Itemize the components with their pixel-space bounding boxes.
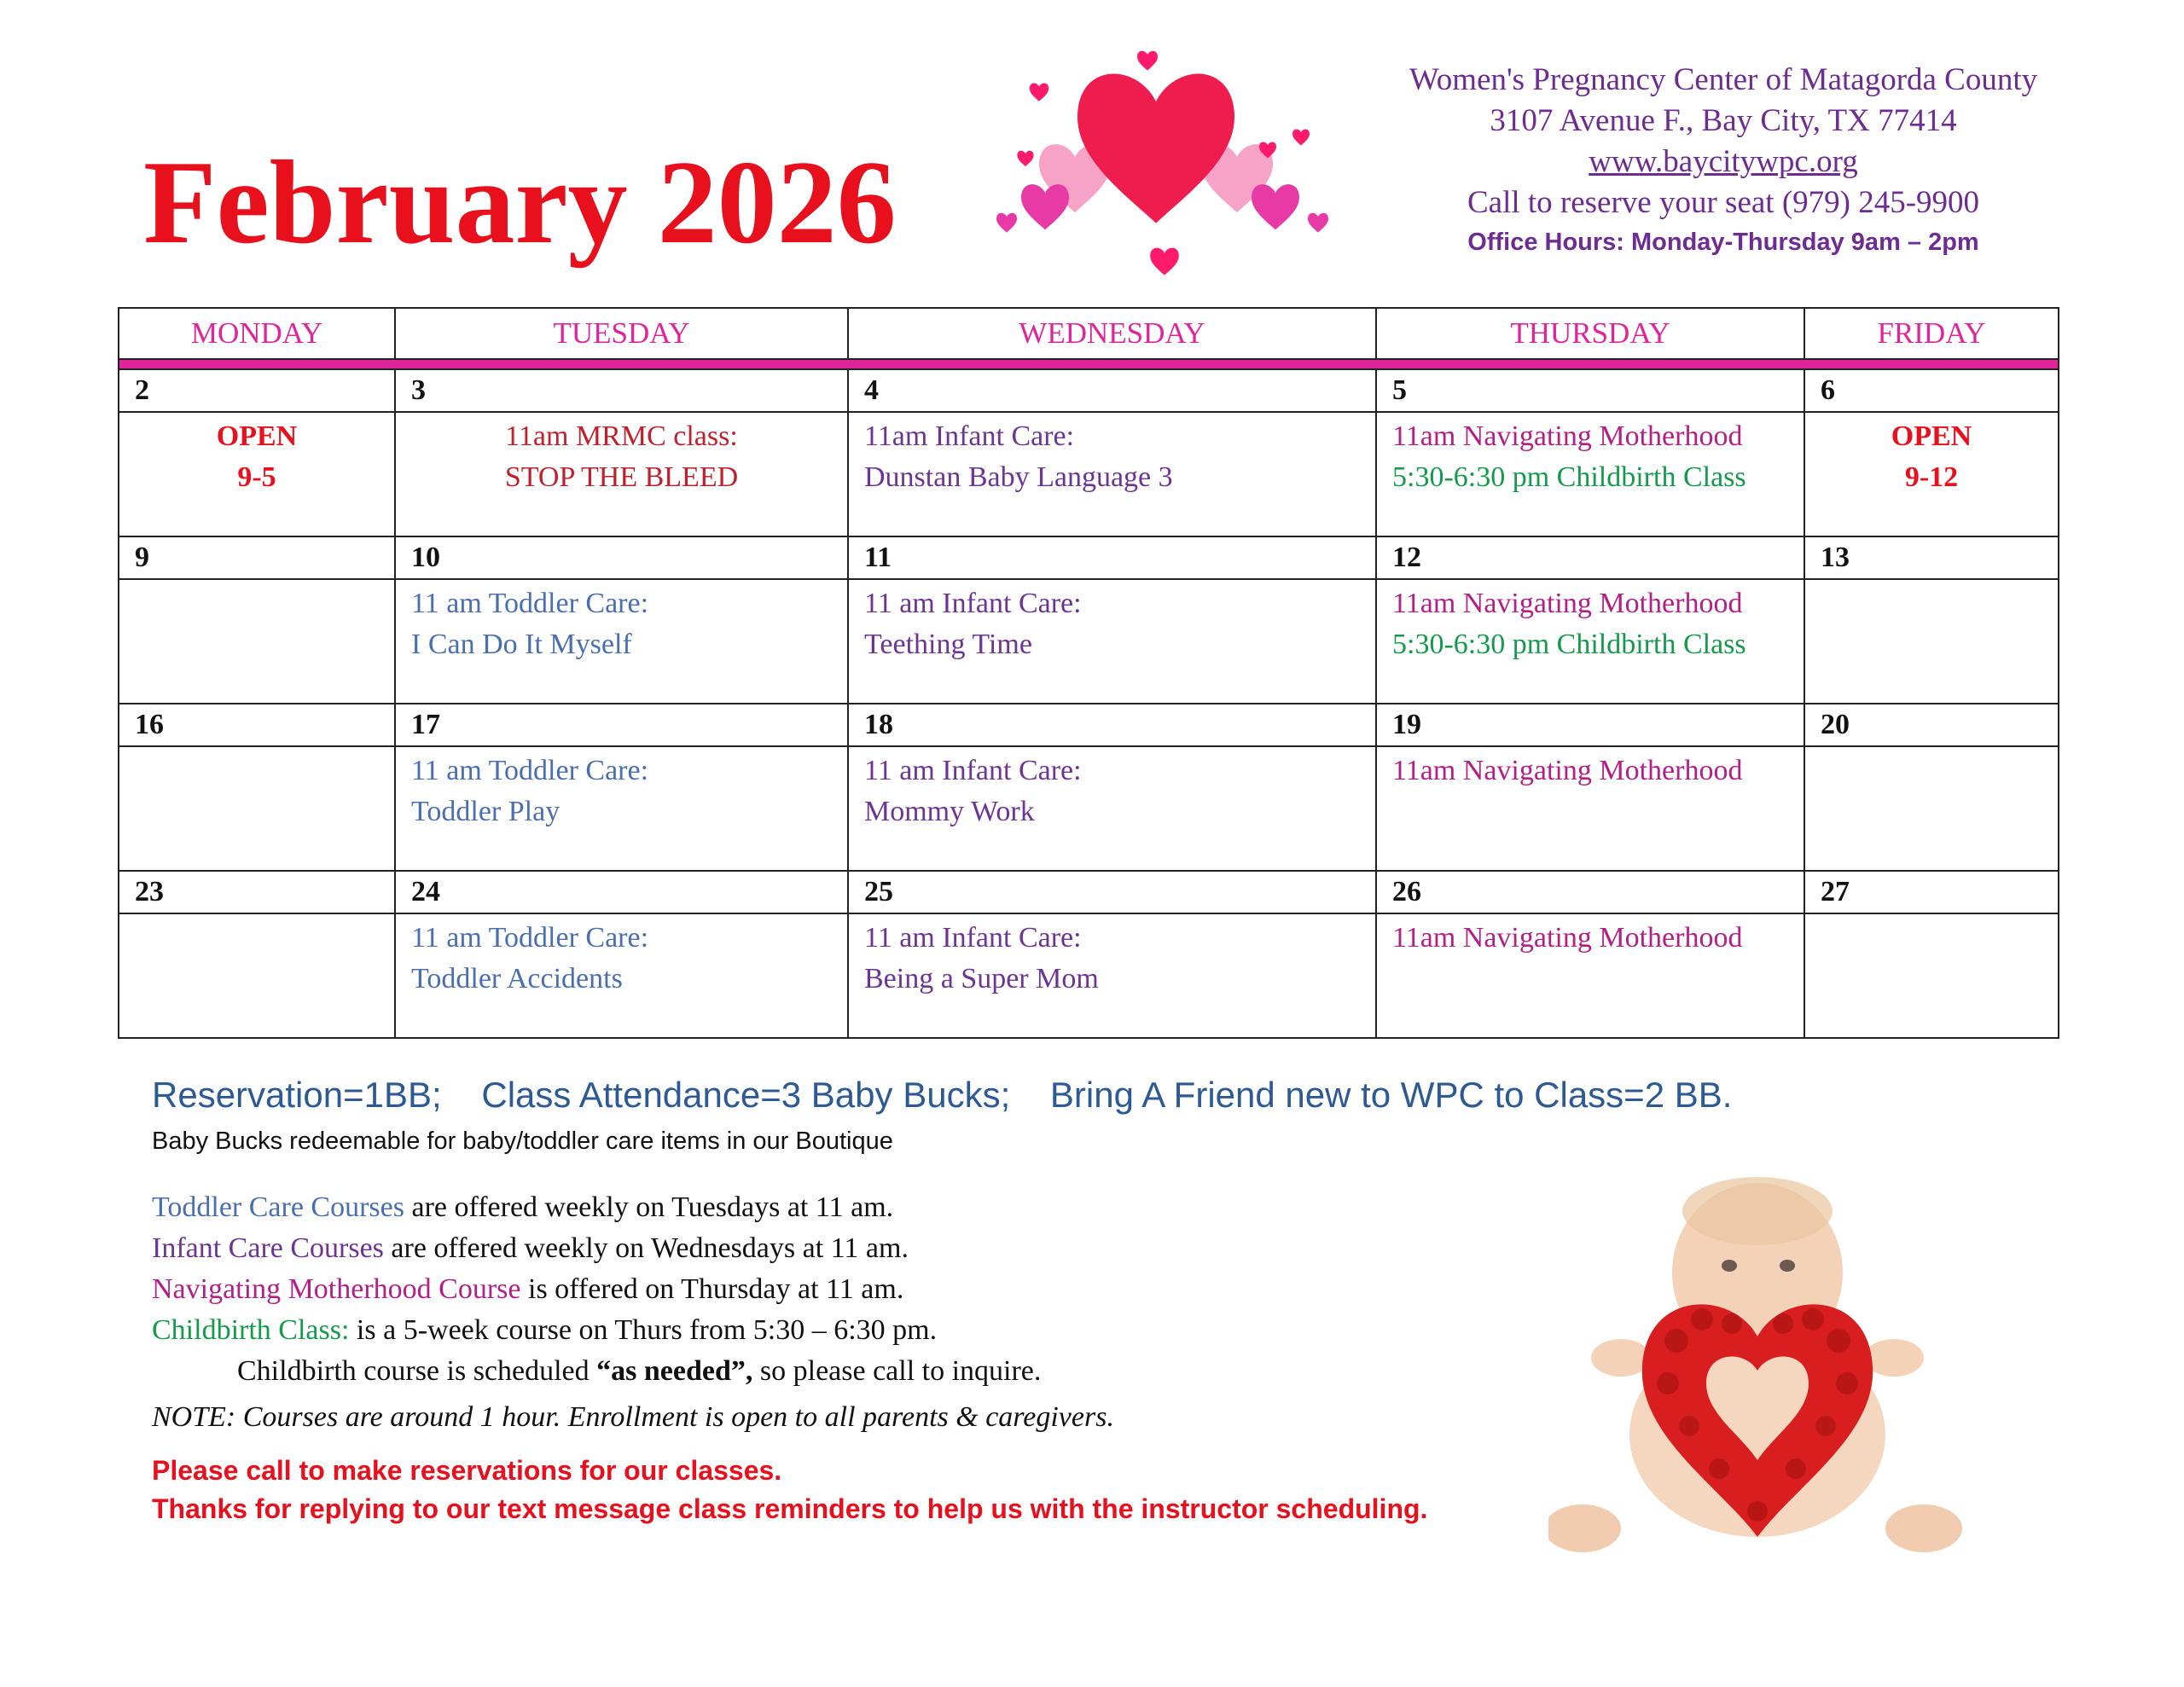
weekday-header: THURSDAY: [1376, 308, 1804, 359]
reservation-callouts: [152, 1452, 1427, 1528]
day-cell: [119, 746, 395, 871]
calendar-grid: [118, 307, 2058, 1042]
day-cell: [395, 913, 848, 1038]
childbirth-course-row: [152, 1310, 1114, 1351]
date-row: [119, 536, 2059, 579]
event-line: 11 am Infant Care:: [864, 588, 1082, 619]
date-number: 17: [395, 704, 848, 746]
childbirth-course-label: Childbirth Class:: [152, 1314, 350, 1346]
event-line: Teething Time: [864, 629, 1032, 660]
baby-bucks-note: Baby Bucks redeemable for baby/toddler care items in our Boutique: [152, 1128, 893, 1155]
event-line: Being a Super Mom: [864, 963, 1099, 994]
org-website-link[interactable]: www.baycitywpc.org: [1589, 144, 1858, 179]
event-line: 11 am Infant Care:: [864, 922, 1082, 954]
date-row: [119, 369, 2059, 412]
date-number: 3: [395, 369, 848, 412]
events-row: [119, 579, 2059, 704]
schedule-text-end: so please call to inquire.: [752, 1355, 1042, 1387]
event-line: Mommy Work: [864, 796, 1035, 827]
date-number: 4: [848, 369, 1376, 412]
day-cell: [395, 579, 848, 704]
motherhood-course-row: [152, 1269, 1114, 1310]
motherhood-course-label: Navigating Motherhood Course: [152, 1273, 521, 1305]
event-line: 11am MRMC class:: [505, 420, 738, 452]
date-number: 20: [1804, 704, 2059, 746]
event-line: 11 am Toddler Care:: [411, 755, 649, 786]
event-line: 5:30-6:30 pm Childbirth Class: [1392, 461, 1746, 493]
motherhood-course-text: is offered on Thursday at 11 am.: [520, 1273, 904, 1305]
date-number: 10: [395, 536, 848, 579]
date-number: 9: [119, 536, 395, 579]
schedule-emphasis: “as needed”,: [596, 1355, 753, 1387]
events-row: [119, 746, 2059, 871]
baby-bucks-rewards: Reservation=1BB; Class Attendance=3 Baby Bucks; Bring A Friend new to WPC to Class=2 BB.: [152, 1075, 1733, 1115]
date-number: 23: [119, 871, 395, 913]
schedule-text: Childbirth course is scheduled: [237, 1355, 597, 1387]
page-title: February 2026: [143, 136, 897, 269]
date-row: [119, 704, 2059, 746]
childbirth-course-text: is a 5-week course on Thurs from 5:30 – 6:30 pm.: [349, 1314, 938, 1346]
weekday-header-row: [119, 308, 2059, 359]
toddler-course-label: Toddler Care Courses: [152, 1191, 404, 1223]
date-number: 18: [848, 704, 1376, 746]
infant-course-row: [152, 1228, 1114, 1269]
header-divider-band: [119, 359, 2059, 369]
event-line: 5:30-6:30 pm Childbirth Class: [1392, 629, 1746, 660]
course-descriptions: [152, 1187, 1114, 1438]
date-number: 26: [1376, 871, 1804, 913]
date-number: 5: [1376, 369, 1804, 412]
day-cell: [1376, 746, 1804, 871]
baby-with-rose-heart-image: [1548, 1162, 1966, 1568]
date-number: 19: [1376, 704, 1804, 746]
date-number: 12: [1376, 536, 1804, 579]
toddler-course-row: [152, 1187, 1114, 1228]
day-cell: [1804, 579, 2059, 704]
date-number: 13: [1804, 536, 2059, 579]
infant-course-text: are offered weekly on Wednesdays at 11 am.: [383, 1232, 909, 1264]
organization-header: [1331, 60, 2116, 261]
callout-line: Thanks for replying to our text message class reminders to help us with the instructor scheduling.: [152, 1493, 1428, 1524]
date-number: 25: [848, 871, 1376, 913]
event-line: Dunstan Baby Language 3: [864, 461, 1173, 493]
day-cell: [848, 579, 1376, 704]
day-cell: [1804, 746, 2059, 871]
date-number: 11: [848, 536, 1376, 579]
infant-course-label: Infant Care Courses: [152, 1232, 384, 1264]
day-cell: [119, 913, 395, 1038]
callout-line: Please call to make reservations for our classes.: [152, 1455, 782, 1486]
weekday-header: TUESDAY: [395, 308, 848, 359]
weekday-header: WEDNESDAY: [848, 308, 1376, 359]
date-number: 16: [119, 704, 395, 746]
weekday-header: MONDAY: [119, 308, 395, 359]
event-line: 11am Navigating Motherhood: [1392, 420, 1743, 452]
org-address: 3107 Avenue F., Bay City, TX 77414: [1490, 103, 1957, 138]
toddler-course-text: are offered weekly on Tuesdays at 11 am.: [404, 1191, 894, 1223]
event-line: 11am Navigating Motherhood: [1392, 588, 1743, 619]
courses-note: NOTE: Courses are around 1 hour. Enrollment is open to all parents & caregivers.: [152, 1401, 1114, 1433]
date-number: 24: [395, 871, 848, 913]
event-line: Toddler Accidents: [411, 963, 623, 994]
hearts-decoration-icon: [981, 47, 1339, 294]
day-cell: [1376, 913, 1804, 1038]
date-number: 27: [1804, 871, 2059, 913]
event-line: 11 am Toddler Care:: [411, 922, 649, 954]
day-cell: [119, 412, 395, 536]
office-hours: Office Hours: Monday-Thursday 9am – 2pm: [1467, 229, 1979, 256]
event-line: OPEN: [216, 420, 298, 452]
childbirth-schedule-row: [152, 1351, 1114, 1392]
event-line: 9-12: [1904, 461, 1959, 493]
date-row: [119, 871, 2059, 913]
event-line: Toddler Play: [411, 796, 561, 827]
day-cell: [1376, 579, 1804, 704]
event-line: 11am Infant Care:: [864, 420, 1075, 452]
org-name: Women's Pregnancy Center of Matagorda County: [1409, 62, 2038, 97]
events-row: [119, 913, 2059, 1038]
events-row: [119, 412, 2059, 536]
day-cell: [848, 412, 1376, 536]
day-cell: [1376, 412, 1804, 536]
date-number: 6: [1804, 369, 2059, 412]
event-line: 9-5: [237, 461, 276, 493]
day-cell: [395, 746, 848, 871]
event-line: I Can Do It Myself: [411, 629, 632, 660]
event-line: 11 am Infant Care:: [864, 755, 1082, 786]
day-cell: [848, 746, 1376, 871]
event-line: 11 am Toddler Care:: [411, 588, 649, 619]
day-cell: [395, 412, 848, 536]
day-cell: [1804, 913, 2059, 1038]
day-cell: [848, 913, 1376, 1038]
event-line: STOP THE BLEED: [504, 461, 739, 493]
weekday-header: FRIDAY: [1804, 308, 2059, 359]
date-number: 2: [119, 369, 395, 412]
event-line: 11am Navigating Motherhood: [1392, 755, 1743, 786]
day-cell: [119, 579, 395, 704]
day-cell: [1804, 412, 2059, 536]
event-line: 11am Navigating Motherhood: [1392, 922, 1743, 954]
event-line: OPEN: [1891, 420, 1972, 452]
org-phone: Call to reserve your seat (979) 245-9900: [1467, 185, 1980, 220]
